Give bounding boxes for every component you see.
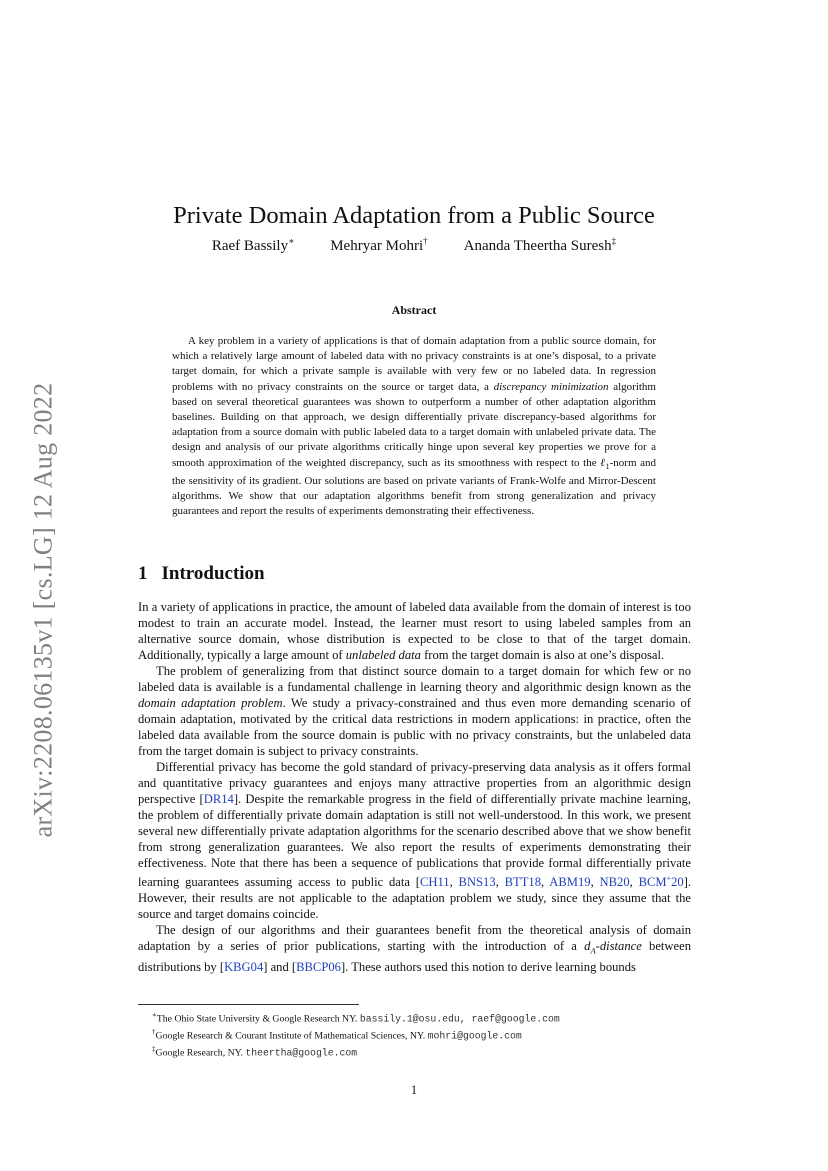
footnotes [152,1009,692,1059]
citation-link[interactable]: DR14 [203,792,234,806]
footnote: †Google Research & Courant Institute of Mathematical Sciences, NY. mohri@google.com [152,1027,522,1042]
footnote-email: bassily.1@osu.edu, raef@google.com [359,1013,560,1025]
paragraph: The problem of generalizing from that distinct source domain to a target domain for which few or no labeled data is available is a fundamental challenge in learning theory and algorithmic design known as the domain adaptation problem. We study a privacy-constrained and thus even more demanding scenario of domain adaptation, motivated by the critical data restrictions in modern applications: in practice, often the labeled data available from the source domain is public with no privacy constraints, but the unlabeled data from the target domain is subject to privacy constraints. [138,664,691,758]
citation-link[interactable]: BBCP06 [296,959,341,974]
citation-link[interactable]: CH11 [419,875,450,890]
section-heading [138,563,265,585]
citation-link[interactable]: BTT18 [504,875,541,890]
author: Mehryar Mohri† [330,236,428,254]
paragraph: The design of our algorithms and their guarantees benefit from the theoretical analysis of domain adaptation by a series of prior publications, starting with the introduction of a $d_A$-distance between distributions by [KBG04] and [BBCP06]. These authors used this notion to derive learning bounds [138,923,691,974]
section-number: 1 [138,563,148,584]
citation-link[interactable]: NB20 [599,875,630,890]
author-list [0,236,828,255]
section-title: Introduction [161,563,265,584]
footnote-email: theertha@google.com [245,1046,358,1058]
abstract-text: A key problem in a variety of applications is that of domain adaptation from a public source domain, for which a relatively large amount of labeled data with no privacy constraints is at one’s disposal, to a private target domain, for which a private sample is available with very few or no labeled data. In regression problems with no privacy constraints on the source or target data, a discrepancy minimization algorithm based on several theoretical guarantees was shown to outperform a number of other adaptation algorithm baselines. Building on that approach, we design differentially private discrepancy-based algorithms for adaptation from a source domain with public labeled data to a target domain with unlabeled private data. The design and analysis of our private algorithms critically hinge upon several key properties we prove for a smooth approximation of the weighted discrepancy, such as its smoothness with respect to the ℓ$_1$-norm and the sensitivity of its gradient. Our solutions are based on private variants of Frank-Wolfe and Mirror-Descent algorithms. We show that our adaptation algorithms benefit from strong generalization and privacy guarantees and report the results of experiments demonstrating their effectiveness. [172,335,656,518]
citation-link[interactable]: BNS13 [458,875,496,890]
footnote-email: mohri@google.com [427,1030,522,1042]
citation-link[interactable]: BCM+20 [638,874,684,890]
citation-link[interactable]: KBG04 [224,959,264,974]
page-number: 1 [410,1083,418,1097]
citation-link[interactable]: ABM19 [549,875,591,890]
footnote: ∗The Ohio State University & Google Research NY. bassily.1@osu.edu, raef@google.com [152,1011,560,1025]
paragraph: In a variety of applications in practice, the amount of labeled data available from the domain of interest is too modest to train an accurate model. Instead, the learner must resort to using labeled samples from an alternative source domain, whose distribution is expected to be close to that of the target domain. Additionally, typically a large amount of unlabeled data from the target domain is also at one’s disposal. [138,600,691,662]
author: Raef Bassily∗ [211,236,295,254]
paragraph: Differential privacy has become the gold standard of privacy-preserving data analysis as it offers formal and quantitative privacy guarantees and enjoys many attractive properties from an algorithmic design perspective [DR14]. Despite the remarkable progress in the field of differentially private machine learning, the problem of differentially private domain adaptation is still not well-understood. In this work, we present several new differentially private adaptation algorithms for the scenario described above that we show benefit from strong generalization guarantees. We also report the results of experiments demonstrating their effectiveness. Note that there has been a sequence of publications that provide formal differentially private learning guarantees assuming access to public data [CH11, BNS13, BTT18, ABM19, NB20, BCM+20]. However, their results are not applicable to the adaptation problem we study, since they assume that the source and target domains coincide. [138,760,692,922]
body-text [138,599,691,975]
arxiv-id: arXiv:2208.06135v1 [cs.LG] 12 Aug 2022 [28,382,58,838]
paper-title: Private Domain Adaptation from a Public Source [173,202,655,230]
author: Ananda Theertha Suresh‡ [463,236,617,254]
footnote-rule [138,1004,359,1005]
abstract-heading: Abstract [391,303,437,317]
footnote: ‡Google Research, NY. theertha@google.com [152,1044,358,1058]
arxiv-stamp [18,360,68,860]
